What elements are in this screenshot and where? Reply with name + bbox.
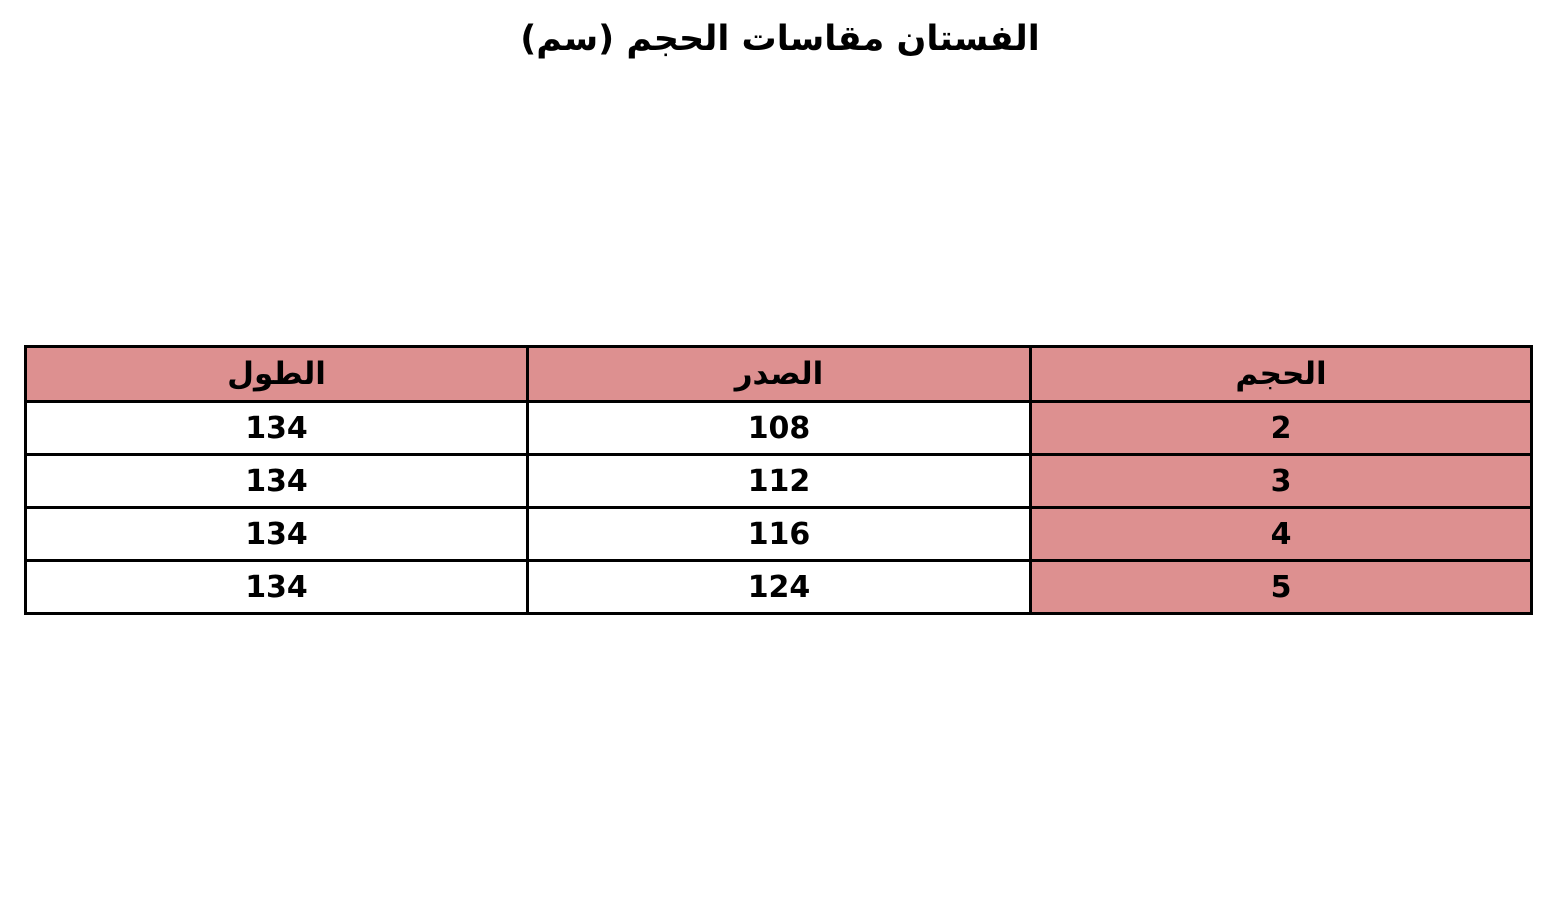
cell-size: 4 <box>1031 508 1532 561</box>
table-row <box>26 455 1532 508</box>
table-row <box>26 561 1532 614</box>
table-row <box>26 402 1532 455</box>
column-header-size: الحجم <box>1031 347 1532 402</box>
cell-chest: 112 <box>528 455 1031 508</box>
cell-length: 134 <box>26 561 528 614</box>
table-row <box>26 508 1532 561</box>
page-title: الفستان مقاسات الحجم (سم) <box>520 19 1040 59</box>
size-chart-container <box>27 345 1533 615</box>
table-body <box>26 402 1532 614</box>
column-header-chest: الصدر <box>528 347 1031 402</box>
cell-size: 2 <box>1031 402 1532 455</box>
column-header-length: الطول <box>26 347 528 402</box>
cell-size: 3 <box>1031 455 1532 508</box>
cell-length: 134 <box>26 508 528 561</box>
cell-size: 5 <box>1031 561 1532 614</box>
cell-length: 134 <box>26 455 528 508</box>
cell-chest: 108 <box>528 402 1031 455</box>
cell-length: 134 <box>26 402 528 455</box>
cell-chest: 116 <box>528 508 1031 561</box>
table-header-row <box>26 347 1532 402</box>
cell-chest: 124 <box>528 561 1031 614</box>
size-chart-table <box>24 345 1533 615</box>
table-header <box>26 347 1532 402</box>
